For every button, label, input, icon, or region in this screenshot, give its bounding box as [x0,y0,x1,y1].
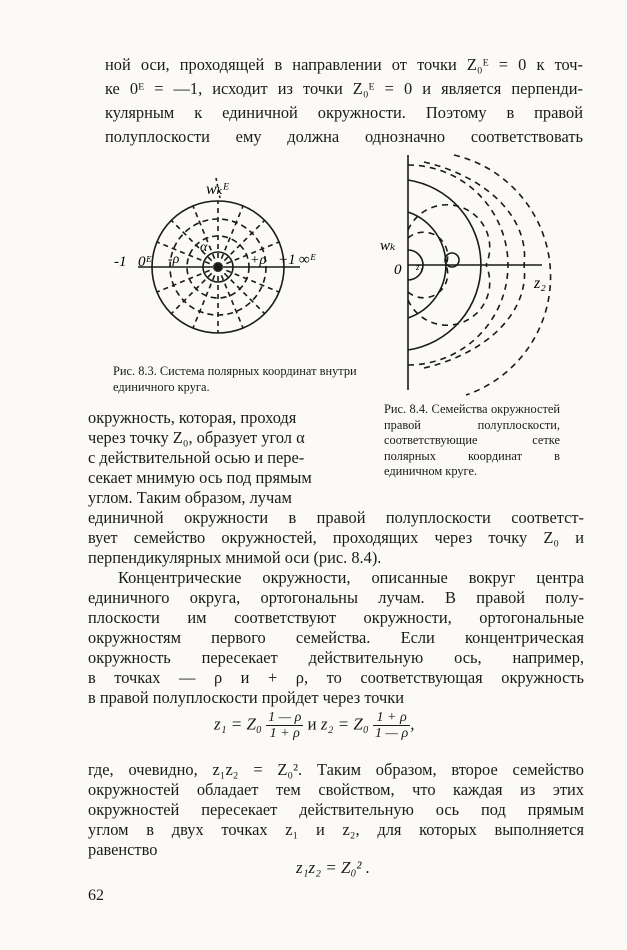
figure-8-3 [110,160,340,365]
denominator: 1 — ρ [375,726,409,741]
figure-8-3-caption: Рис. 8.3. Система полярных координат внутри единичного круга. [113,364,357,394]
text-line: плоскости им соответствуют окружности, ортогональные [88,608,584,627]
label-infinity: ∞ᴱ [299,252,316,268]
label-plus-one: +1 [278,252,296,268]
text-line: Концентрические окружности, описанные вокруг центра [118,568,584,587]
text-line: равенство [88,840,158,859]
denominator: 1 + ρ [269,726,300,741]
label-alpha: α [200,240,208,255]
text-line: с действительной осью и пере- [88,448,305,467]
equation-product: z₁z₂ = Z₀² . [296,858,370,877]
text-line: окружностей пересекает действительную ось под прямым [88,800,584,819]
text-line: окружностей обладает тем свойством, что каждая из этих [88,780,584,799]
text-line: где, очевидно, z₁z₂ = Z₀². Таким образом, второе семейство [88,760,584,779]
eq-comma: , [410,714,415,734]
text-line: единичного округа, ортогональны лучам. В правой полу- [88,588,584,607]
text-line: углом. Таким образом, лучам [88,488,292,507]
numerator: 1 + ρ [373,710,410,726]
w-label: wₖᴱ [206,181,230,198]
label-z1: z₁ [416,262,423,272]
w-label: wₖ [380,238,396,254]
text-line: вует семейство окружностей, проходящих через точку Z₀ и [88,528,584,547]
figure-8-4 [374,150,584,400]
label-minus-rho: -ρ [168,252,180,267]
text-line: полуплоскости ему должна однозначно соответствовать [105,127,583,146]
text-line: в точках — ρ и + ρ, то соответствующая окружность [88,668,584,687]
label-minus-one: -1 [114,254,127,270]
text-line: углом в двух точках z₁ и z₂, для которых выполняется [88,820,584,839]
figure-8-4-caption: Рис. 8.4. Семейства окружностей правой полуплоскости, соответствующие сетке полярных координат в единичном круге. [384,402,560,478]
eq-and: и [307,714,317,734]
text-line: окружность пересекает действительную ось, например, [88,648,584,667]
page-number: 62 [88,887,104,904]
label-z2: z₂ [534,275,546,292]
text-line: через точку Z₀, образует угол α [88,428,305,447]
eq-z1: z₁ = Z₀ [214,714,262,734]
text-line: ке 0ᴱ = —1, исходит из точки Z₀ᴱ = 0 и является перпенди- [105,79,583,98]
label-zero: 0ᴱ [138,254,152,270]
text-line: ной оси, проходящей в направлении от точки Z₀ᴱ = 0 к точ- [105,55,583,74]
text-line: единичной окружности в правой полуплоскости соответст- [88,508,584,527]
fraction [266,710,303,741]
numerator: 1 — ρ [268,710,302,725]
fraction [373,710,410,741]
text-line: секает мнимую ось под прямым [88,468,312,487]
text-line: окружность, которая, проходя [88,408,297,427]
text-line: в правой полуплоскости пройдет через точки [88,688,405,707]
text-line: перпендикулярных мнимой оси (рис. 8.4). [88,548,382,567]
equation-z1-z2 [214,710,414,741]
label-zero: 0 [394,262,402,278]
text-line: кулярным к единичной окружности. Поэтому в правой [105,103,583,122]
text-line: окружностям первого семейства. Если концентрическая [88,628,584,647]
label-plus-rho: +ρ [250,253,267,268]
eq-z2: z₂ = Z₀ [320,714,369,734]
